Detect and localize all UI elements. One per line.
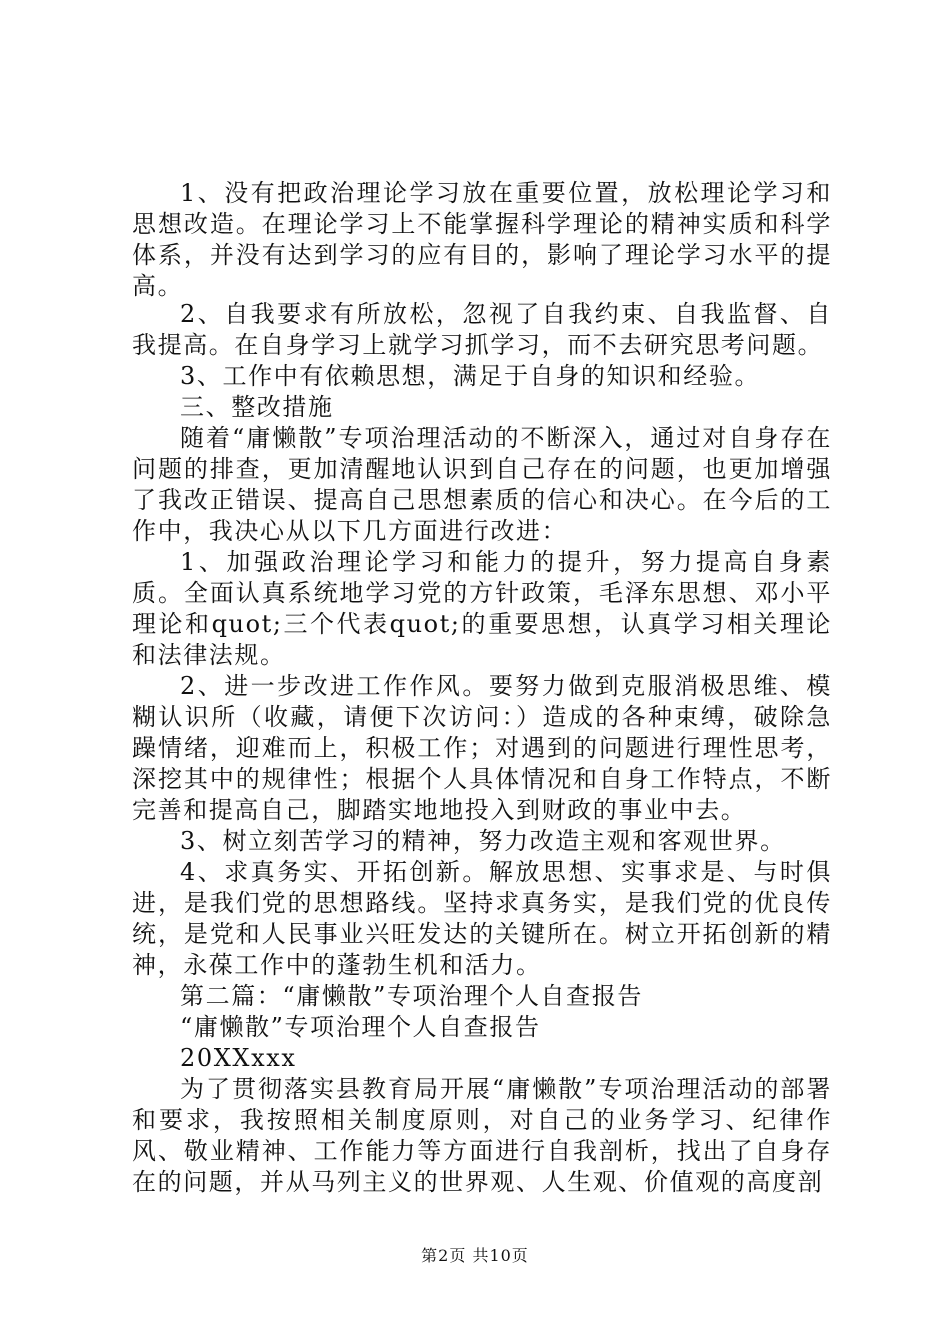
section-heading: 三、整改措施 [180, 393, 334, 421]
paragraph-1: 1、没有把政治理论学习放在重要位置，放松理论学习和思想改造。在理论学习上不能掌握科学理论的精神实质和科学体系，并没有达到学习的应有目的，影响了理论学习水平的提高。 [132, 179, 832, 300]
paragraph-3: 3、工作中有依赖思想，满足于自身的知识和经验。 [180, 362, 761, 390]
page-number-footer: 第2页 共10页 [421, 1246, 529, 1265]
paragraph-13: 为了贯彻落实县教育局开展“庸懒散”专项治理活动的部署和要求，我按照相关制度原则，对自己的业务学习、纪律作风、敬业精神、工作能力等方面进行自我剖析，找出了自身存在的问题，并从马列主义的世界观、人生观、价值观的高度剖 [132, 1075, 832, 1196]
paragraph-2: 2、自我要求有所放松，忽视了自我约束、自我监督、自我提高。在自身学习上就学习抓学习，而不去研究思考问题。 [132, 300, 832, 359]
paragraph-5: 随着“庸懒散”专项治理活动的不断深入，通过对自身存在问题的排查，更加清醒地认识到自己存在的问题，也更加增强了我改正错误、提高自己思想素质的信心和决心。在今后的工作中，我决心从以下几方面进行改进： [132, 424, 832, 545]
paragraph-6: 1、加强政治理论学习和能力的提升，努力提高自身素质。全面认真系统地学习党的方针政策，毛泽东思想、邓小平理论和quot;三个代表quot;的重要思想，认真学习相关理论和法律法规。 [132, 548, 832, 669]
report-title: “庸懒散”专项治理个人自查报告 [180, 1013, 541, 1041]
report-date: 20XXxxx [180, 1044, 297, 1072]
paragraph-9: 4、求真务实、开拓创新。解放思想、实事求是、与时俱进，是我们党的思想路线。坚持求真务实，是我们党的优良传统，是党和人民事业兴旺发达的关键所在。树立开拓创新的精神，永葆工作中的蓬勃生机和活力。 [132, 858, 832, 979]
chapter-title: 第二篇：“庸懒散”专项治理个人自查报告 [180, 982, 643, 1010]
paragraph-8: 3、树立刻苦学习的精神，努力改造主观和客观世界。 [180, 827, 786, 855]
paragraph-7: 2、进一步改进工作作风。要努力做到克服消极思维、模糊认识所（收藏，请便下次访问：）造成的各种束缚，破除急躁情绪，迎难而上，积极工作；对遇到的问题进行理性思考，深挖其中的规律性；根据个人具体情况和自身工作特点，不断完善和提高自己，脚踏实地地投入到财政的事业中去。 [132, 672, 832, 824]
